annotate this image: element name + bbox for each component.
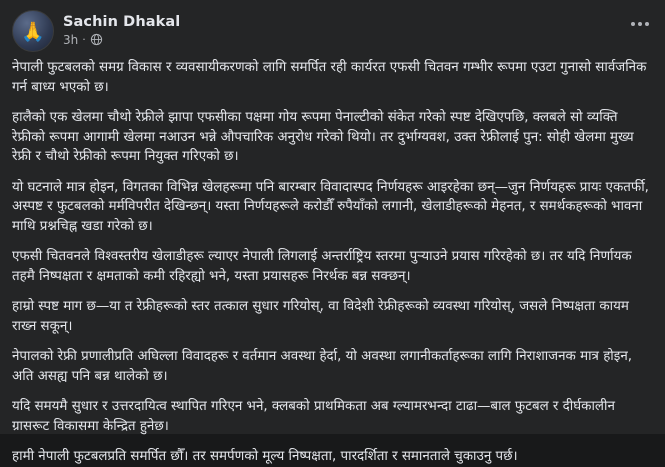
avatar[interactable] [12, 10, 54, 52]
post-author-name[interactable]: Sachin Dhakal [63, 13, 181, 30]
post-paragraph: यदि समयमै सुधार र उत्तरदायित्व स्थापित गरिएन भने, क्लबको प्राथमिकता अब ग्ल्यामरभन्दा टाढा—बाल फुटबल र दीर्घकालीन ग्रासरूट विकासमा केन्द्रित हुनेछ। [12, 399, 615, 434]
more-options-icon[interactable] [627, 18, 653, 30]
post-body [0, 56, 665, 467]
post-meta [63, 33, 180, 47]
post-paragraph: नेपालको रेफ्री प्रणालीप्रति अघिल्ला विवादहरू र वर्तमान अवस्था हेर्दा, यो अवस्था लगानीकर्ताहरूका लागि निराशाजनक मात्र होइन, अति असह्य पनि बन्न थालेको छ। [12, 349, 633, 384]
post-paragraph: हालैको एक खेलमा चौथो रेफ्रीले झापा एफसीका पक्षमा गोय रूपमा पेनाल्टीको संकेत गरेको स्पष्ट देखिएपछि, क्लबले सो व्यक्ति रेफ्रीको रूपमा आगामी खेलमा नआउन भन्ने औपचारिक अनुरोध गरेको थियो। तर दुर्भाग्यवश, उक्त रेफ्रीलाई पुन: सोही खेलमा मुख्य रेफ्री र चौथो रेफ्रीको रूपमा नियुक्त गरिएको छ। [12, 110, 634, 164]
post-paragraph: एफसी चितवनले विश्वस्तरीय खेलाडीहरू ल्याएर नेपाली लिगलाई अन्तर्राष्ट्रिय स्तरमा पुर्‍याउने प्रयास गरिरहेको छ। तर यदि निर्णायक तहमै निष्पक्षता र क्षमताको कमी रहिरह्यो भने, यस्ता प्रयासहरू निरर्थक बन्न सक्छन्। [12, 249, 632, 284]
post-paragraph: नेपाली फुटबलको समग्र विकास र व्यवसायीकरणको लागि समर्पित रही कार्यरत एफसी चितवन गम्भीर रूपमा एउटा गुनासो सार्वजनिक गर्न बाध्य भएको छ। [12, 60, 647, 95]
meta-separator: · [82, 32, 86, 46]
post-paragraph: हाम्रो स्पष्ट माग छ—या त रेफ्रीहरूको स्तर तत्काल सुधार गरियोस्, वा विदेशी रेफ्रीहरूको व्यवस्था गरियोस्, जसले निष्पक्षता कायम राख्न सकून्। [12, 299, 629, 334]
post-paragraph: यो घटनाले मात्र होइन, विगतका विभिन्न खेलहरूमा पनि बारम्बार विवादास्पद निर्णयहरू आइरहेका छन्—जुन निर्णयहरू प्रायः एकतर्फी, अस्पष्ट र फुटबलको मर्मविपरीत देखिन्छन्। यस्ता निर्णयहरूले करोडौँ रुपैयाँको लगानी, खेलाडीहरूको मेहनत, र समर्थकहरूको भावना माथि प्रश्नचिह्न खडा गरेको छ। [12, 179, 649, 234]
menu-dot [645, 22, 649, 26]
post-timestamp[interactable]: 3h [63, 32, 79, 47]
avatar-glyph: 🙏 [21, 20, 45, 43]
post-author-block [63, 10, 180, 50]
globe-icon[interactable] [90, 33, 103, 46]
post-paragraph: हामी नेपाली फुटबलप्रति समर्पित छौँ। तर समर्पणको मूल्य निष्पक्षता, पारदर्शिता र समानताले चुकाउनु पर्छ। [12, 449, 518, 464]
post-header [0, 0, 665, 56]
menu-dot [631, 22, 635, 26]
menu-dot [638, 22, 642, 26]
